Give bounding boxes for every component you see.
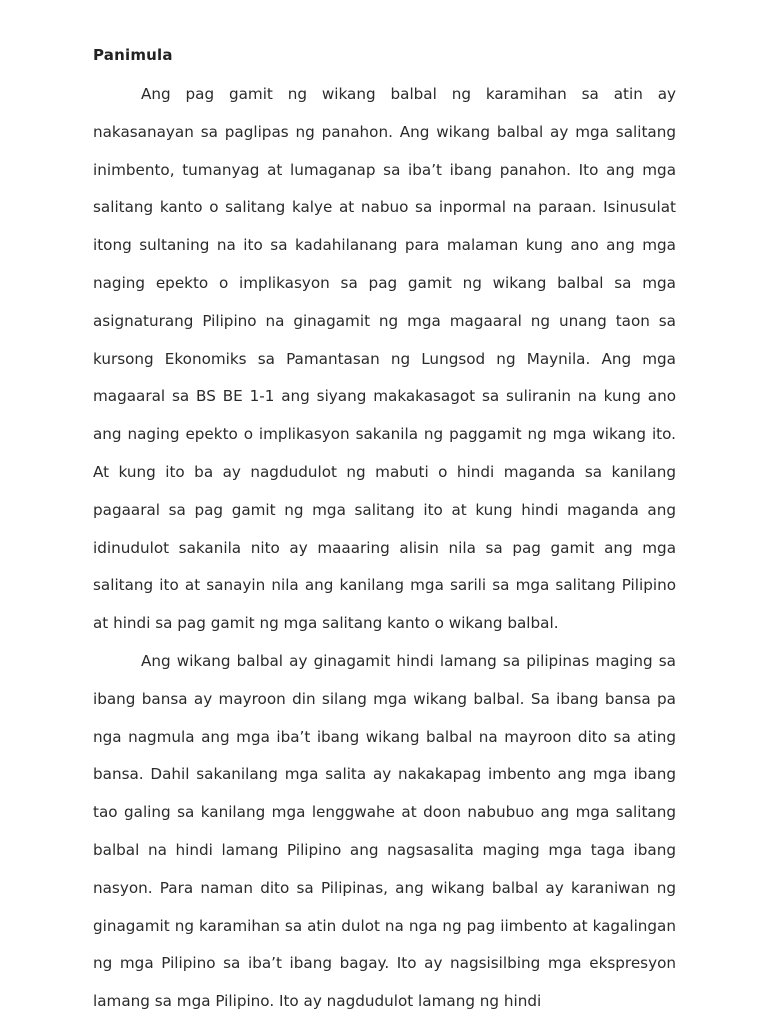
paragraph-2: Ang wikang balbal ay ginagamit hindi lamang sa pilipinas maging sa ibang bansa ay mayroon din silang mga wikang balbal. Sa ibang bansa pa nga nagmula ang mga iba’t ibang wikang balbal na mayroon dito sa ating bansa. Dahil sakanilang mga salita ay nakakapag imbento ang mga ibang tao galing sa kanilang mga lenggwahe at doon nabubuo ang mga salitang balbal na hindi lamang Pilipino ang nagsasalita maging mga taga ibang nasyon. Para naman dito sa Pilipinas, ang wikang balbal ay karaniwan ng ginagamit ng karamihan sa atin dulot na nga ng pag iimbento at kagalingan ng mga Pilipino sa iba’t ibang bagay. Ito ay nagsisilbing mga ekspresyon lamang sa mga Pilipino. Ito ay nagdudulot lamang ng hindi (93, 652, 676, 1011)
paragraph-1: Ang pag gamit ng wikang balbal ng karamihan sa atin ay nakasanayan sa paglipas ng panahon. Ang wikang balbal ay mga salitang inimbento, tumanyag at lumaganap sa iba’t ibang panahon. Ito ang mga salitang kanto o salitang kalye at nabuo sa inpormal na paraan. Isinusulat itong sultaning na ito sa kadahilanang para malaman kung ano ang mga naging epekto o implikasyon sa pag gamit ng wikang balbal sa mga asignaturang Pilipino na ginagamit ng mga magaaral ng unang taon sa kursong Ekonomiks sa Pamantasan ng Lungsod ng Maynila. Ang mga magaaral sa BS BE 1-1 ang siyang makakasagot sa suliranin na kung ano ang naging epekto o implikasyon sakanila ng paggamit ng mga wikang ito. At kung ito ba ay nagdudulot ng mabuti o hindi maganda sa kanilang pagaaral sa pag gamit ng mga salitang ito at kung hindi maganda ang idinudulot sakanila nito ay maaaring alisin nila sa pag gamit ang mga salitang ito at sanayin nila ang kanilang mga sarili sa mga salitang Pilipino at hindi sa pag gamit ng mga salitang kanto o wikang balbal. (93, 85, 676, 633)
page-title: Panimula (93, 46, 173, 64)
